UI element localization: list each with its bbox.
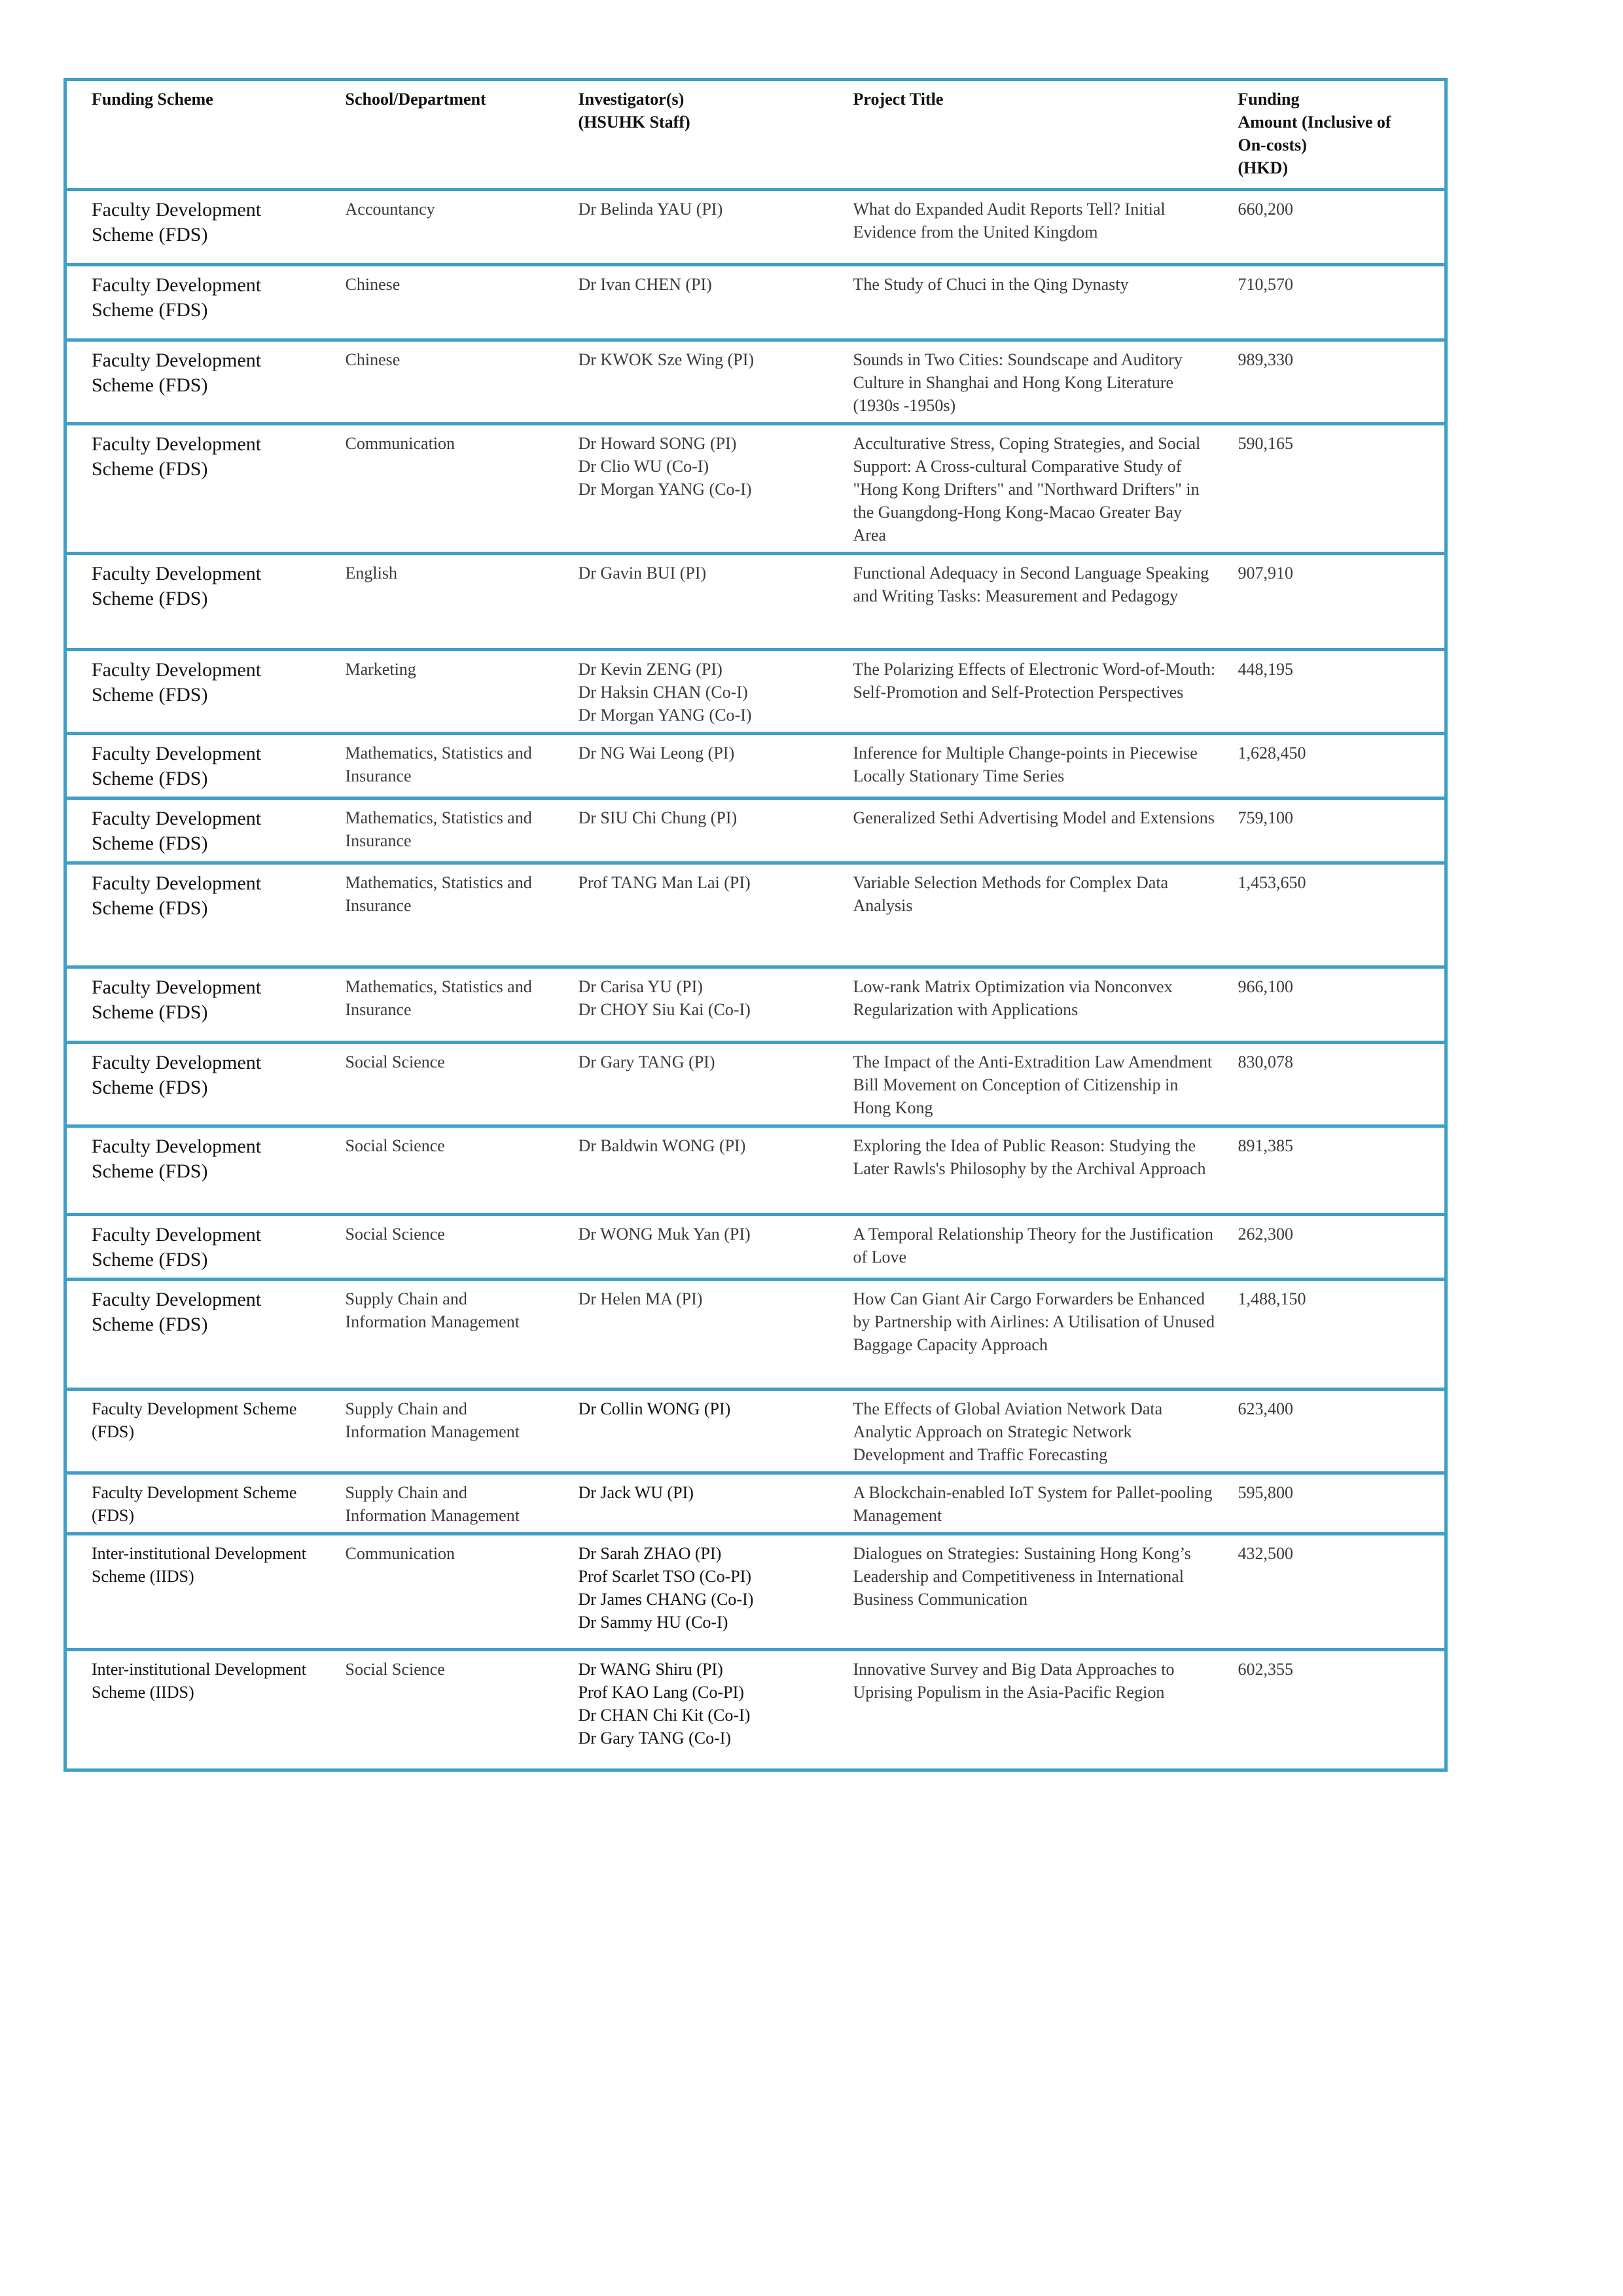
investigator-name: Dr KWOK Sze Wing (PI) bbox=[578, 350, 755, 369]
cell-funding-scheme: Inter-institutional Development Scheme (IIDS) bbox=[65, 1534, 321, 1650]
table-row bbox=[65, 1215, 1446, 1280]
table-body bbox=[65, 190, 1446, 1770]
cell-project-title: Sounds in Two Cities: Soundscape and Auditory Culture in Shanghai and Hong Kong Literature (1930s -1950s) bbox=[829, 340, 1226, 424]
investigator-name: Dr Collin WONG (PI) bbox=[578, 1399, 731, 1418]
cell-funding-scheme: Faculty Development Scheme (FDS) bbox=[65, 190, 321, 265]
cell-funding-amount: 989,330 bbox=[1226, 340, 1446, 424]
cell-funding-scheme: Faculty Development Scheme (FDS) bbox=[65, 863, 321, 967]
cell-school-department: Chinese bbox=[321, 265, 554, 340]
cell-investigators bbox=[554, 1650, 829, 1770]
cell-school-department: Social Science bbox=[321, 1215, 554, 1280]
cell-project-title: Innovative Survey and Big Data Approaches to Uprising Populism in the Asia-Pacific Region bbox=[829, 1650, 1226, 1770]
cell-funding-scheme: Faculty Development Scheme (FDS) bbox=[65, 734, 321, 798]
table-row bbox=[65, 798, 1446, 863]
cell-funding-scheme: Faculty Development Scheme (FDS) bbox=[65, 265, 321, 340]
table-row bbox=[65, 265, 1446, 340]
cell-project-title: Exploring the Idea of Public Reason: Studying the Later Rawls's Philosophy by the Archival Approach bbox=[829, 1126, 1226, 1215]
cell-school-department: Accountancy bbox=[321, 190, 554, 265]
investigator-name: Dr WANG Shiru (PI) bbox=[578, 1660, 723, 1679]
investigator-name: Dr Kevin ZENG (PI) bbox=[578, 660, 722, 679]
cell-funding-scheme: Faculty Development Scheme (FDS) bbox=[65, 1473, 321, 1534]
investigator-name: Dr CHOY Siu Kai (Co-I) bbox=[578, 1000, 751, 1019]
cell-funding-scheme: Faculty Development Scheme (FDS) bbox=[65, 967, 321, 1043]
cell-school-department: Mathematics, Statistics and Insurance bbox=[321, 863, 554, 967]
table-row bbox=[65, 650, 1446, 734]
cell-project-title: The Study of Chuci in the Qing Dynasty bbox=[829, 265, 1226, 340]
cell-school-department: Communication bbox=[321, 424, 554, 554]
investigator-name: Prof TANG Man Lai (PI) bbox=[578, 873, 751, 892]
investigator-name: Prof Scarlet TSO (Co-PI) bbox=[578, 1567, 752, 1586]
table-row bbox=[65, 1280, 1446, 1390]
cell-funding-scheme: Faculty Development Scheme (FDS) bbox=[65, 798, 321, 863]
cell-funding-amount: 1,628,450 bbox=[1226, 734, 1446, 798]
investigator-name: Dr Jack WU (PI) bbox=[578, 1483, 694, 1502]
table-row bbox=[65, 1390, 1446, 1473]
cell-project-title: Acculturative Stress, Coping Strategies, and Social Support: A Cross-cultural Comparative Study of "Hong Kong Drifters" and "Northward Drifters" in the Guangdong-Hong Kong-Macao Greater Bay Area bbox=[829, 424, 1226, 554]
cell-project-title: Variable Selection Methods for Complex Data Analysis bbox=[829, 863, 1226, 967]
cell-project-title: Functional Adequacy in Second Language Speaking and Writing Tasks: Measurement and Pedagogy bbox=[829, 554, 1226, 650]
investigator-name: Dr SIU Chi Chung (PI) bbox=[578, 808, 738, 827]
cell-project-title: Generalized Sethi Advertising Model and Extensions bbox=[829, 798, 1226, 863]
investigator-name: Dr Sammy HU (Co-I) bbox=[578, 1613, 728, 1632]
cell-investigators bbox=[554, 650, 829, 734]
cell-investigators bbox=[554, 554, 829, 650]
cell-school-department: Supply Chain and Information Management bbox=[321, 1280, 554, 1390]
cell-funding-amount: 1,488,150 bbox=[1226, 1280, 1446, 1390]
cell-funding-scheme: Faculty Development Scheme (FDS) bbox=[65, 554, 321, 650]
cell-investigators bbox=[554, 340, 829, 424]
table-row bbox=[65, 1473, 1446, 1534]
cell-funding-amount: 660,200 bbox=[1226, 190, 1446, 265]
cell-project-title: A Blockchain-enabled IoT System for Pallet-pooling Management bbox=[829, 1473, 1226, 1534]
cell-funding-scheme: Faculty Development Scheme (FDS) bbox=[65, 1390, 321, 1473]
cell-investigators bbox=[554, 1126, 829, 1215]
investigator-name: Prof KAO Lang (Co-PI) bbox=[578, 1683, 744, 1702]
investigator-name: Dr Baldwin WONG (PI) bbox=[578, 1136, 746, 1155]
cell-school-department: Social Science bbox=[321, 1650, 554, 1770]
cell-funding-scheme: Faculty Development Scheme (FDS) bbox=[65, 650, 321, 734]
investigator-name: Dr Howard SONG (PI) bbox=[578, 434, 737, 453]
header-funding-scheme: Funding Scheme bbox=[65, 80, 321, 190]
cell-investigators bbox=[554, 190, 829, 265]
cell-funding-amount: 1,453,650 bbox=[1226, 863, 1446, 967]
cell-funding-amount: 830,078 bbox=[1226, 1043, 1446, 1126]
cell-funding-amount: 907,910 bbox=[1226, 554, 1446, 650]
cell-school-department: Mathematics, Statistics and Insurance bbox=[321, 967, 554, 1043]
cell-funding-amount: 759,100 bbox=[1226, 798, 1446, 863]
cell-investigators bbox=[554, 967, 829, 1043]
cell-funding-amount: 966,100 bbox=[1226, 967, 1446, 1043]
investigator-name: Dr WONG Muk Yan (PI) bbox=[578, 1225, 751, 1244]
header-investigators bbox=[554, 80, 829, 190]
investigator-name: Dr Sarah ZHAO (PI) bbox=[578, 1544, 722, 1563]
investigator-name: Dr Gary TANG (PI) bbox=[578, 1052, 715, 1071]
cell-school-department: Social Science bbox=[321, 1043, 554, 1126]
investigator-name: Dr Haksin CHAN (Co-I) bbox=[578, 683, 748, 702]
cell-funding-amount: 432,500 bbox=[1226, 1534, 1446, 1650]
header-investigators-line: Investigator(s) bbox=[578, 90, 685, 109]
cell-investigators bbox=[554, 265, 829, 340]
table-row bbox=[65, 1534, 1446, 1650]
cell-funding-amount: 448,195 bbox=[1226, 650, 1446, 734]
investigator-name: Dr Gary TANG (Co-I) bbox=[578, 1729, 732, 1748]
table-row bbox=[65, 340, 1446, 424]
header-investigators-line: (HSUHK Staff) bbox=[578, 113, 690, 132]
cell-investigators bbox=[554, 1043, 829, 1126]
cell-funding-amount: 602,355 bbox=[1226, 1650, 1446, 1770]
cell-project-title: Low-rank Matrix Optimization via Nonconvex Regularization with Applications bbox=[829, 967, 1226, 1043]
cell-funding-amount: 710,570 bbox=[1226, 265, 1446, 340]
investigator-name: Dr Ivan CHEN (PI) bbox=[578, 275, 712, 294]
table-row bbox=[65, 863, 1446, 967]
cell-funding-scheme: Faculty Development Scheme (FDS) bbox=[65, 1280, 321, 1390]
header-amount-line: On-costs) bbox=[1238, 135, 1307, 154]
investigator-name: Dr James CHANG (Co-I) bbox=[578, 1590, 754, 1609]
investigator-name: Dr Carisa YU (PI) bbox=[578, 977, 703, 996]
header-amount-line: Funding bbox=[1238, 90, 1300, 109]
cell-project-title: Dialogues on Strategies: Sustaining Hong Kong’s Leadership and Competitiveness in International Business Communication bbox=[829, 1534, 1226, 1650]
header-row bbox=[65, 80, 1446, 190]
cell-funding-amount: 590,165 bbox=[1226, 424, 1446, 554]
table-row bbox=[65, 554, 1446, 650]
header-amount-line: Amount (Inclusive of bbox=[1238, 113, 1391, 132]
table-row bbox=[65, 1043, 1446, 1126]
cell-school-department: English bbox=[321, 554, 554, 650]
investigator-name: Dr Morgan YANG (Co-I) bbox=[578, 706, 752, 725]
investigator-name: Dr Clio WU (Co-I) bbox=[578, 457, 709, 476]
cell-school-department: Communication bbox=[321, 1534, 554, 1650]
cell-investigators bbox=[554, 1534, 829, 1650]
header-amount-line: (HKD) bbox=[1238, 158, 1289, 177]
cell-investigators bbox=[554, 734, 829, 798]
cell-funding-scheme: Faculty Development Scheme (FDS) bbox=[65, 1126, 321, 1215]
investigator-name: Dr NG Wai Leong (PI) bbox=[578, 744, 735, 762]
table-row bbox=[65, 424, 1446, 554]
header-school-department: School/Department bbox=[321, 80, 554, 190]
table-header bbox=[65, 80, 1446, 190]
cell-investigators bbox=[554, 1390, 829, 1473]
cell-school-department: Supply Chain and Information Management bbox=[321, 1473, 554, 1534]
investigator-name: Dr Belinda YAU (PI) bbox=[578, 200, 723, 219]
cell-project-title: The Effects of Global Aviation Network Data Analytic Approach on Strategic Network Development and Traffic Forecasting bbox=[829, 1390, 1226, 1473]
cell-project-title: How Can Giant Air Cargo Forwarders be Enhanced by Partnership with Airlines: A Utilisation of Unused Baggage Capacity Approach bbox=[829, 1280, 1226, 1390]
cell-school-department: Mathematics, Statistics and Insurance bbox=[321, 798, 554, 863]
cell-school-department: Social Science bbox=[321, 1126, 554, 1215]
investigator-name: Dr Helen MA (PI) bbox=[578, 1289, 703, 1308]
cell-investigators bbox=[554, 798, 829, 863]
header-funding-amount bbox=[1226, 80, 1446, 190]
cell-project-title: Inference for Multiple Change-points in Piecewise Locally Stationary Time Series bbox=[829, 734, 1226, 798]
funding-table bbox=[63, 78, 1448, 1772]
table-row bbox=[65, 1650, 1446, 1770]
cell-funding-amount: 623,400 bbox=[1226, 1390, 1446, 1473]
cell-funding-scheme: Faculty Development Scheme (FDS) bbox=[65, 1043, 321, 1126]
cell-investigators bbox=[554, 1280, 829, 1390]
investigator-name: Dr Gavin BUI (PI) bbox=[578, 564, 707, 583]
cell-school-department: Mathematics, Statistics and Insurance bbox=[321, 734, 554, 798]
table-row bbox=[65, 190, 1446, 265]
cell-investigators bbox=[554, 863, 829, 967]
cell-funding-scheme: Inter-institutional Development Scheme (IIDS) bbox=[65, 1650, 321, 1770]
cell-project-title: A Temporal Relationship Theory for the Justification of Love bbox=[829, 1215, 1226, 1280]
cell-funding-scheme: Faculty Development Scheme (FDS) bbox=[65, 1215, 321, 1280]
cell-funding-scheme: Faculty Development Scheme (FDS) bbox=[65, 340, 321, 424]
cell-investigators bbox=[554, 1473, 829, 1534]
cell-project-title: The Polarizing Effects of Electronic Word-of-Mouth: Self-Promotion and Self-Protection Perspectives bbox=[829, 650, 1226, 734]
cell-school-department: Marketing bbox=[321, 650, 554, 734]
investigator-name: Dr Morgan YANG (Co-I) bbox=[578, 480, 752, 499]
table-row bbox=[65, 1126, 1446, 1215]
cell-funding-amount: 262,300 bbox=[1226, 1215, 1446, 1280]
cell-funding-scheme: Faculty Development Scheme (FDS) bbox=[65, 424, 321, 554]
cell-investigators bbox=[554, 424, 829, 554]
header-project-title: Project Title bbox=[829, 80, 1226, 190]
investigator-name: Dr CHAN Chi Kit (Co-I) bbox=[578, 1706, 751, 1725]
cell-funding-amount: 595,800 bbox=[1226, 1473, 1446, 1534]
cell-investigators bbox=[554, 1215, 829, 1280]
cell-project-title: What do Expanded Audit Reports Tell? Initial Evidence from the United Kingdom bbox=[829, 190, 1226, 265]
table-row bbox=[65, 734, 1446, 798]
table-row bbox=[65, 967, 1446, 1043]
cell-funding-amount: 891,385 bbox=[1226, 1126, 1446, 1215]
cell-project-title: The Impact of the Anti-Extradition Law Amendment Bill Movement on Conception of Citizenship in Hong Kong bbox=[829, 1043, 1226, 1126]
cell-school-department: Supply Chain and Information Management bbox=[321, 1390, 554, 1473]
cell-school-department: Chinese bbox=[321, 340, 554, 424]
